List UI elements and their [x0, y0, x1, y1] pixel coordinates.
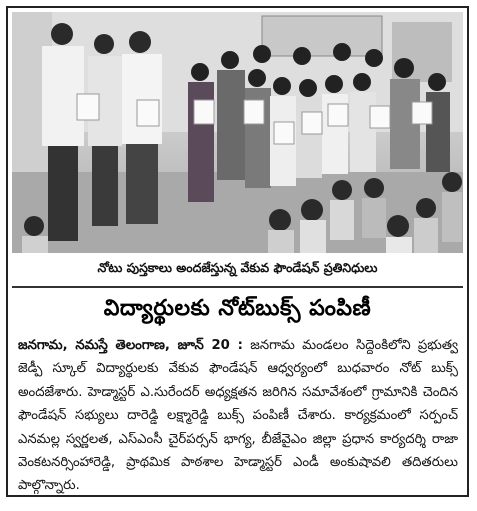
article-body	[18, 334, 458, 498]
group-photo-image	[12, 12, 463, 253]
article-dateline: జనగామ, నమస్తే తెలంగాణ, జూన్ 20 :	[18, 338, 243, 353]
photo-caption-bar	[12, 253, 463, 288]
news-photo	[12, 12, 463, 253]
newspaper-clipping	[6, 6, 469, 497]
article-headline: విద్యార్థులకు నోట్‌బుక్స్ పంపిణీ	[103, 296, 372, 321]
photo-caption: నోటు పుస్తకాలు అందజేస్తున్న వేకువ ఫౌండేషన్ ప్రతినిధులు	[97, 260, 378, 275]
article-paragraph: జనగామ మండలం సిద్దెంకిలోని ప్రభుత్వ జెడ్పీ స్కూల్ విద్యార్థులకు వేకువ ఫౌండేషన్ ఆధ్వర్యంలో బుధవారం నోట్ బుక్స్ అందజేశారు. హెడ్మాస్టర్ ఎ.సురేందర్ అధ్యక్షతన జరిగిన సమావేశంలో గ్రామానికి చెందిన ఫౌండేషన్ సభ్యులు దారెడ్డి లక్ష్మారెడ్డి బుక్స్ పంపిణీ చేశారు. కార్యక్రమంలో సర్పంచ్ ఎనమల్ల స్వర్ణలత, ఎస్‌ఎంసీ చైర్‌పర్సన్ భాగ్య, బీజేవైఎం జిల్లా ప్రధాన కార్యదర్శి రాజా వెంకటనర్సింహారెడ్డి, ప్రాథమిక పాఠశాల హెడ్మాస్టర్ ఎండీ అంకుషావలి తదితరులు పాల్గొన్నారు.	[18, 338, 458, 494]
